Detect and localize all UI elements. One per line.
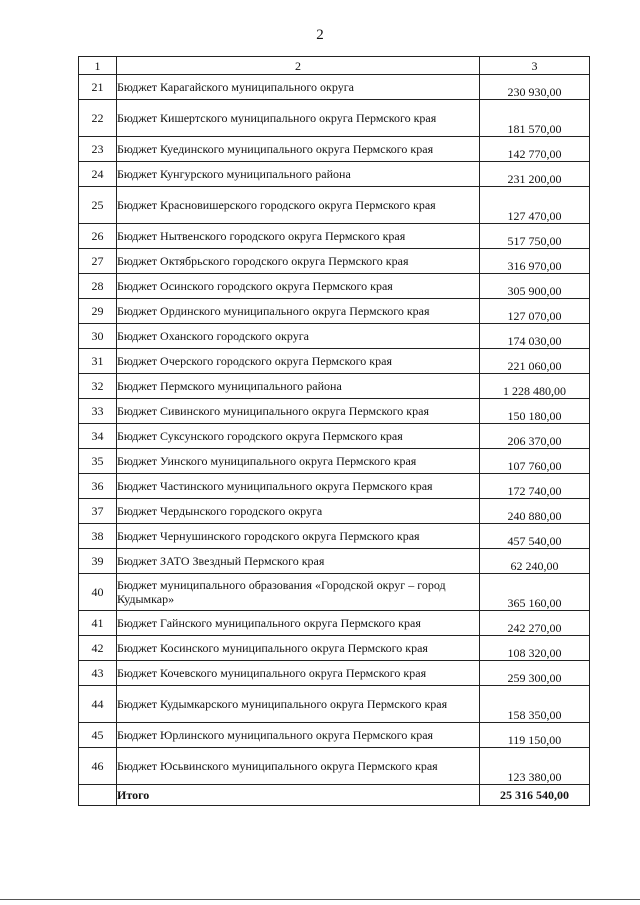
header-col-3: 3	[480, 57, 590, 75]
table-row	[79, 686, 590, 723]
table-row	[79, 611, 590, 636]
budget-name: Бюджет Ординского муниципального округа Пермского края	[117, 299, 480, 324]
table-row	[79, 636, 590, 661]
budget-name: Бюджет Кунгурского муниципального района	[117, 162, 480, 187]
row-number: 24	[79, 162, 117, 187]
budget-amount: 181 570,00	[480, 100, 590, 137]
budget-name: Бюджет Сивинского муниципального округа Пермского края	[117, 399, 480, 424]
budget-name: Бюджет Куединского муниципального округа Пермского края	[117, 137, 480, 162]
budget-name: Бюджет Чернушинского городского округа Пермского края	[117, 524, 480, 549]
table-row	[79, 349, 590, 374]
budget-name: Бюджет Юсьвинского муниципального округа Пермского края	[117, 748, 480, 785]
total-label: Итого	[117, 785, 480, 806]
row-number: 34	[79, 424, 117, 449]
row-number: 45	[79, 723, 117, 748]
table-row	[79, 299, 590, 324]
table-row	[79, 249, 590, 274]
budget-name: Бюджет Пермского муниципального района	[117, 374, 480, 399]
table-row	[79, 499, 590, 524]
row-number: 33	[79, 399, 117, 424]
row-number: 41	[79, 611, 117, 636]
row-number: 25	[79, 187, 117, 224]
budget-name: Бюджет Частинского муниципального округа Пермского края	[117, 474, 480, 499]
page-bottom-rule	[0, 899, 640, 900]
budget-amount: 142 770,00	[480, 137, 590, 162]
table-row	[79, 661, 590, 686]
budget-amount: 172 740,00	[480, 474, 590, 499]
budget-name: Бюджет Чердынского городского округа	[117, 499, 480, 524]
budget-amount: 365 160,00	[480, 574, 590, 611]
table-row	[79, 399, 590, 424]
budget-table	[78, 56, 590, 806]
row-number: 46	[79, 748, 117, 785]
budget-name: Бюджет Осинского городского округа Пермского края	[117, 274, 480, 299]
budget-name: Бюджет Кудымкарского муниципального округа Пермского края	[117, 686, 480, 723]
budget-name: Бюджет Суксунского городского округа Пермского края	[117, 424, 480, 449]
budget-name: Бюджет Карагайского муниципального округа	[117, 75, 480, 100]
row-number: 23	[79, 137, 117, 162]
budget-name: Бюджет ЗАТО Звездный Пермского края	[117, 549, 480, 574]
table-header-row	[79, 57, 590, 75]
budget-amount: 517 750,00	[480, 224, 590, 249]
budget-amount: 108 320,00	[480, 636, 590, 661]
budget-amount: 240 880,00	[480, 499, 590, 524]
budget-amount: 231 200,00	[480, 162, 590, 187]
header-col-1: 1	[79, 57, 117, 75]
row-number: 26	[79, 224, 117, 249]
budget-amount: 457 540,00	[480, 524, 590, 549]
budget-amount: 242 270,00	[480, 611, 590, 636]
table-row	[79, 100, 590, 137]
row-number: 37	[79, 499, 117, 524]
row-number: 35	[79, 449, 117, 474]
row-number: 22	[79, 100, 117, 137]
table-row	[79, 549, 590, 574]
row-number: 21	[79, 75, 117, 100]
budget-name: Бюджет Оханского городского округа	[117, 324, 480, 349]
budget-name: Бюджет Нытвенского городского округа Пермского края	[117, 224, 480, 249]
table-row	[79, 374, 590, 399]
row-number: 38	[79, 524, 117, 549]
table-row	[79, 748, 590, 785]
budget-name: Бюджет Кишертского муниципального округа Пермского края	[117, 100, 480, 137]
page-number: 2	[316, 27, 324, 43]
row-number: 29	[79, 299, 117, 324]
budget-amount: 127 470,00	[480, 187, 590, 224]
table-row	[79, 162, 590, 187]
row-number: 39	[79, 549, 117, 574]
budget-amount: 221 060,00	[480, 349, 590, 374]
budget-name: Бюджет Красновишерского городского округа Пермского края	[117, 187, 480, 224]
header-col-2: 2	[117, 57, 480, 75]
row-number: 44	[79, 686, 117, 723]
budget-name: Бюджет Кочевского муниципального округа Пермского края	[117, 661, 480, 686]
budget-amount: 305 900,00	[480, 274, 590, 299]
total-amount: 25 316 540,00	[480, 785, 590, 806]
row-number: 28	[79, 274, 117, 299]
budget-amount: 259 300,00	[480, 661, 590, 686]
row-number: 40	[79, 574, 117, 611]
budget-amount: 107 760,00	[480, 449, 590, 474]
row-number: 42	[79, 636, 117, 661]
budget-name: Бюджет муниципального образования «Городской округ – город Кудымкар»	[117, 574, 480, 611]
table-row	[79, 424, 590, 449]
budget-name: Бюджет Очерского городского округа Пермского края	[117, 349, 480, 374]
table-row	[79, 574, 590, 611]
budget-amount: 230 930,00	[480, 75, 590, 100]
row-number: 30	[79, 324, 117, 349]
table-row	[79, 723, 590, 748]
table-row	[79, 137, 590, 162]
total-number-cell	[79, 785, 117, 806]
row-number: 43	[79, 661, 117, 686]
table-row	[79, 224, 590, 249]
budget-amount: 1 228 480,00	[480, 374, 590, 399]
budget-name: Бюджет Юрлинского муниципального округа Пермского края	[117, 723, 480, 748]
budget-amount: 123 380,00	[480, 748, 590, 785]
budget-name: Бюджет Уинского муниципального округа Пермского края	[117, 449, 480, 474]
budget-amount: 206 370,00	[480, 424, 590, 449]
table-row	[79, 449, 590, 474]
budget-amount: 158 350,00	[480, 686, 590, 723]
row-number: 32	[79, 374, 117, 399]
table-row	[79, 324, 590, 349]
table-row	[79, 187, 590, 224]
table-row	[79, 524, 590, 549]
budget-name: Бюджет Гайнского муниципального округа Пермского края	[117, 611, 480, 636]
table-row	[79, 474, 590, 499]
budget-amount: 174 030,00	[480, 324, 590, 349]
budget-amount: 119 150,00	[480, 723, 590, 748]
row-number: 31	[79, 349, 117, 374]
budget-amount: 316 970,00	[480, 249, 590, 274]
budget-amount: 150 180,00	[480, 399, 590, 424]
table-row	[79, 75, 590, 100]
budget-name: Бюджет Косинского муниципального округа Пермского края	[117, 636, 480, 661]
total-row	[79, 785, 590, 806]
budget-name: Бюджет Октябрьского городского округа Пермского края	[117, 249, 480, 274]
table-row	[79, 274, 590, 299]
budget-amount: 62 240,00	[480, 549, 590, 574]
row-number: 27	[79, 249, 117, 274]
budget-amount: 127 070,00	[480, 299, 590, 324]
row-number: 36	[79, 474, 117, 499]
